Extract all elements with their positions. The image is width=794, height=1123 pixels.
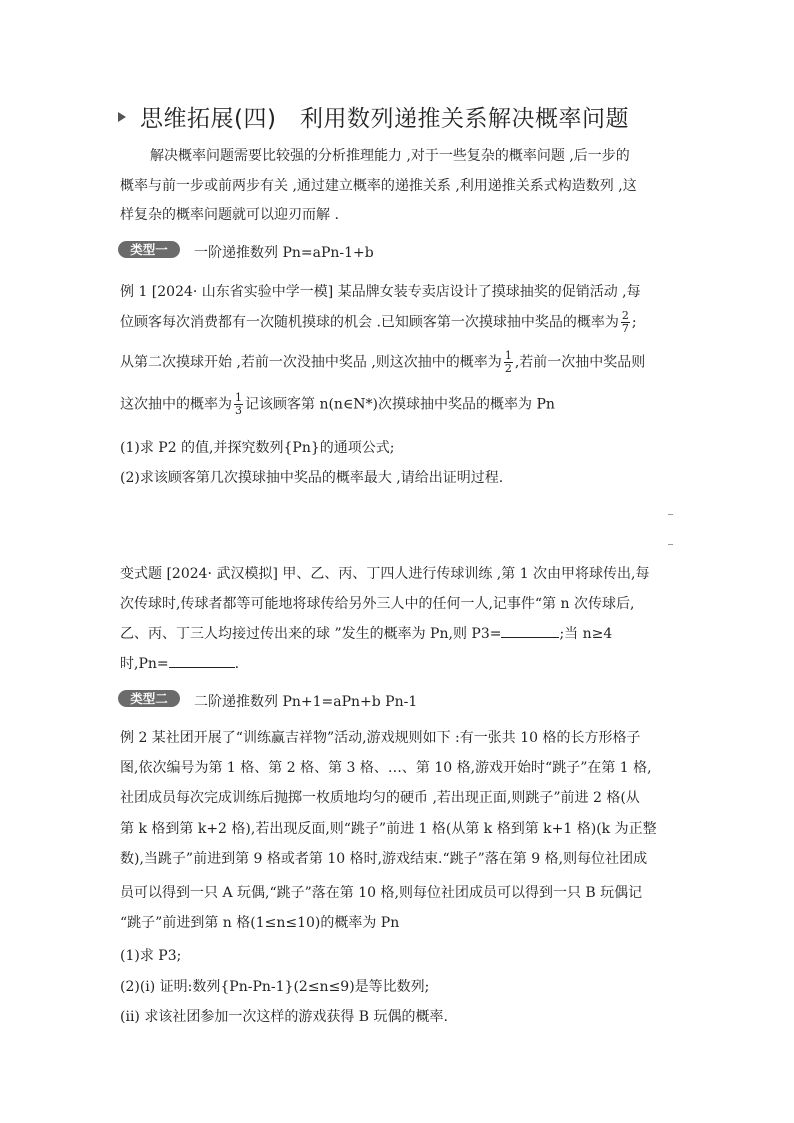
intro-line-3: 样复杂的概率问题就可以迎刃而解 .	[120, 207, 339, 223]
example1-line-4-text: 这次抽中的概率为	[120, 396, 232, 413]
example2-line-4: 第 k 格到第 k+2 格),若出现反面,则“跳子”前进 1 格(从第 k 格到第 k+1 格)(k 为正整	[120, 821, 657, 837]
variant-line-1: 变式题 [2024· 武汉模拟] 甲、乙、丙、丁四人进行传球训练 ,第 1 次由甲将球传出,每	[120, 566, 650, 582]
example1-line-2: 位顾客每次消费都有一次随机摸球的机会 .已知顾客第一次摸球抽中奖品的概率为 $\frac{2}{7}$ ;	[120, 309, 637, 335]
fraction-two-sevenths: $\frac{2}{7}$	[621, 309, 629, 335]
page-title: 思维拓展(四) 利用数列递推关系解决概率问题	[140, 106, 629, 132]
variant-line-2: 次传球时,传球者都等可能地将球传给另外三人中的任何一人,记事件“第 n 次传球后,	[120, 596, 635, 612]
section-heading	[118, 100, 678, 136]
margin-tick	[668, 514, 673, 515]
example2-question-1: (1)求 P3;	[120, 948, 182, 964]
fraction-one-half: $\frac{1}{2}$	[504, 349, 512, 375]
variant-line-4: 时,Pn= .	[120, 656, 240, 672]
example2-line-3: 社团成员每次完成训练后抛掷一枚质地均匀的硬币 ,若出现正面,则跳子”前进 2 格(从	[120, 790, 640, 806]
example1-line-3: 从第二次摸球开始 ,若前一次没抽中奖品 ,则这次抽中的概率为 $\frac{1}{2}$ ,若前一次抽中奖品则	[120, 349, 646, 375]
intro-line-1: 解决概率问题需要比较强的分析推理能力 ,对于一些复杂的概率问题 ,后一步的	[150, 148, 630, 164]
example2-line-5: 数),当跳子”前进到第 9 格或者第 10 格时,游戏结束.“跳子”落在第 9 格,则每位社团成	[120, 851, 648, 867]
example2-line-2: 图,依次编号为第 1 格、第 2 格、第 3 格、…、第 10 格,游戏开始时“跳子”在第 1 格,	[120, 760, 652, 776]
intro-line-2: 概率与前一步或前两步有关 ,通过建立概率的递推关系 ,利用递推关系式构造数列 ,这	[120, 178, 637, 194]
example2-question-2ii: (ii) 求该社团参加一次这样的游戏获得 B 玩偶的概率.	[120, 1009, 448, 1025]
variant-line-3-text: 乙、丙、丁三人均接过传出来的球 ”发生的概率为 Pn,则 P3=	[120, 626, 502, 642]
example2-line-1: 例 2 某社团开展了“训练赢吉祥物”活动,游戏规则如下 :有一张共 10 格的长方形格子	[120, 730, 641, 746]
example1-line-1: 例 1 [2024· 山东省实验中学一模] 某品牌女装专卖店设计了摸球抽奖的促销活动 ,每	[120, 284, 641, 300]
example1-line-2-text: 位顾客每次消费都有一次随机摸球的机会 .已知顾客第一次摸球抽中奖品的概率为	[120, 314, 619, 331]
fraction-one-third: $\frac{1}{3}$	[235, 391, 242, 417]
type-one-badge: 类型一	[118, 241, 180, 258]
type-one-description: 一阶递推数列 Pn=aPn-1+b	[194, 245, 374, 261]
example2-line-6: 员可以得到一只 A 玩偶,“跳子”落在第 10 格,则每位社团成员可以得到一只 B 玩偶记	[120, 885, 643, 901]
variant-line-4-text: 时,Pn=	[120, 656, 169, 672]
example2-question-2i: (2)(i) 证明:数列{Pn-Pn-1}(2≤n≤9)是等比数列;	[120, 979, 430, 995]
answer-blank-p3[interactable]	[501, 625, 559, 638]
example2-line-7: “跳子”前进到第 n 格(1≤n≤10)的概率为 Pn	[120, 915, 400, 931]
variant-line-3: 乙、丙、丁三人均接过传出来的球 ”发生的概率为 Pn,则 P3= ;当 n≥4	[120, 626, 613, 642]
example1-question-2: (2)求该顾客第几次摸球抽中奖品的概率最大 ,请给出证明过程.	[120, 470, 504, 486]
triangle-marker-icon	[118, 112, 126, 122]
answer-blank-pn[interactable]	[169, 655, 235, 668]
type-two-description: 二阶递推数列 Pn+1=aPn+b Pn-1	[194, 694, 418, 710]
margin-tick	[668, 544, 673, 545]
example1-line-3-text: 从第二次摸球开始 ,若前一次没抽中奖品 ,则这次抽中的概率为	[120, 354, 502, 371]
type-two-badge: 类型二	[118, 690, 180, 707]
example1-line-4: 这次抽中的概率为 $\frac{1}{3}$ 记该顾客第 n(n∈N*)次摸球抽中奖品的概率为 Pn	[120, 391, 555, 417]
example1-question-1: (1)求 P2 的值,并探究数列{Pn}的通项公式;	[120, 440, 395, 456]
